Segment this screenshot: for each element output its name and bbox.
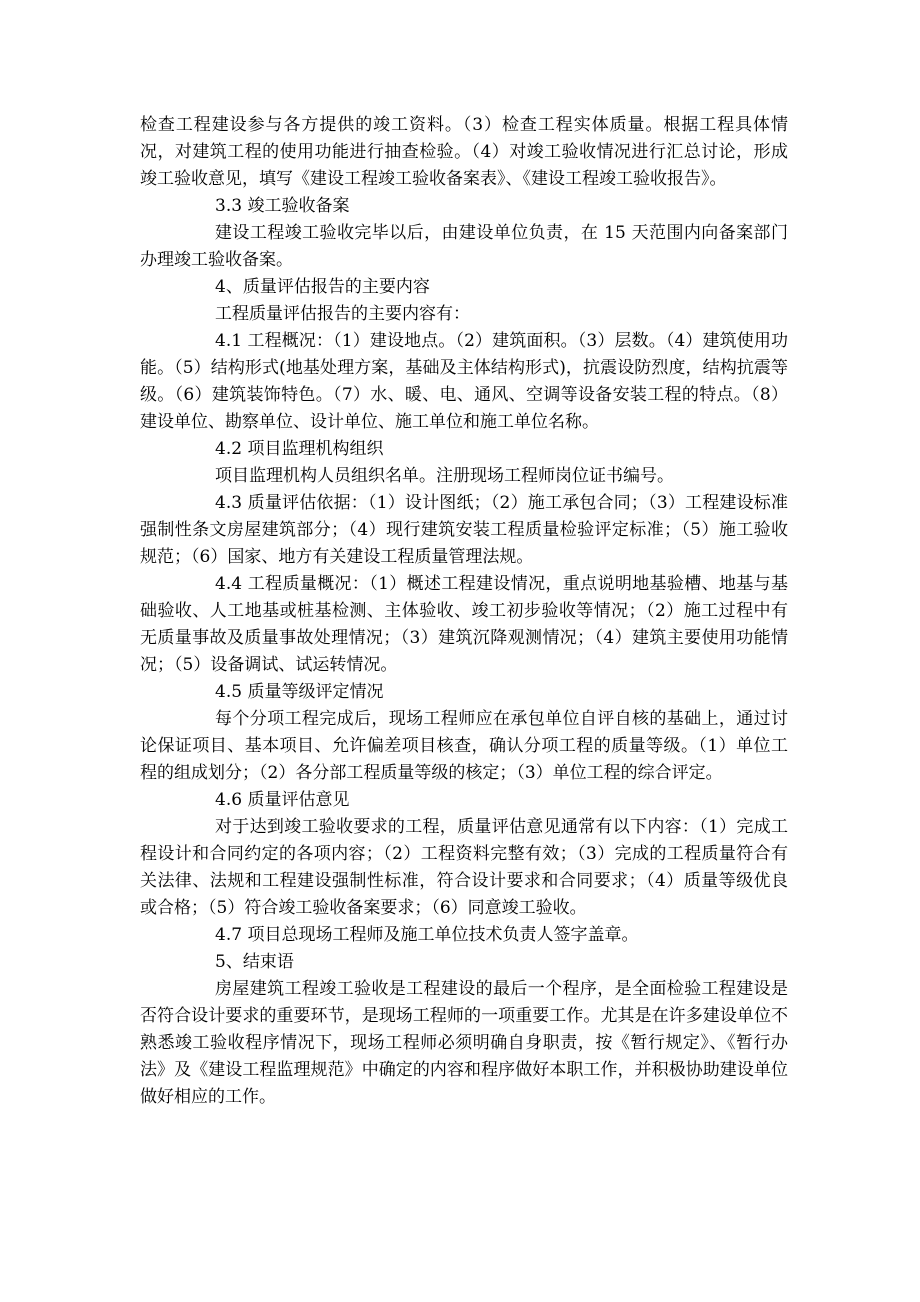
paragraph: 每个分项工程完成后，现场工程师应在承包单位自评自核的基础上，通过讨论保证项目、基本项目、允许偏差项目核查，确认分项工程的质量等级。（1）单位工程的组成划分；（2）各分部工程质量等级的核定；（3）单位工程的综合评定。 xyxy=(140,709,788,783)
document-body xyxy=(140,112,788,1111)
paragraph-conclusion: 房屋建筑工程竣工验收是工程建设的最后一个程序，是全面检验工程建设是否符合设计要求的重要环节，是现场工程师的一项重要工作。尤其是在许多建设单位不熟悉竣工验收程序情况下，现场工程师必须明确自身职责，按《暂行规定》、《暂行办法》及《建设工程监理规范》中确定的内容和程序做好本职工作，并积极协助建设单位做好相应的工作。 xyxy=(140,979,788,1107)
paragraph-continuation: 检查工程建设参与各方提供的竣工资料。（3）检查工程实体质量。根据工程具体情况，对建筑工程的使用功能进行抽查检验。（4）对竣工验收情况进行汇总讨论，形成竣工验收意见，填写《建设工程竣工验收备案表》、《建设工程竣工验收报告》。 xyxy=(140,115,788,189)
section-heading-4: 4、质量评估报告的主要内容 xyxy=(215,277,430,297)
paragraph: 建设工程竣工验收完毕以后，由建设单位负责，在 15 天范围内向备案部门办理竣工验收备案。 xyxy=(140,223,788,270)
paragraph-4-4: 4.4 工程质量概况：（1）概述工程建设情况，重点说明地基验槽、地基与基础验收、人工地基或桩基检测、主体验收、竣工初步验收等情况；（2）施工过程中有无质量事故及质量事故处理情况；（3）建筑沉降观测情况；（4）建筑主要使用功能情况；（5）设备调试、试运转情况。 xyxy=(140,574,788,675)
section-heading-4-5: 4.5 质量等级评定情况 xyxy=(215,682,384,702)
paragraph: 对于达到竣工验收要求的工程，质量评估意见通常有以下内容：（1）完成工程设计和合同约定的各项内容；（2）工程资料完整有效；（3）完成的工程质量符合有关法律、法规和工程建设强制性标准，符合设计要求和合同要求；（4）质量等级优良或合格；（5）符合竣工验收备案要求；（6）同意竣工验收。 xyxy=(140,817,788,918)
section-heading-4-2: 4.2 项目监理机构组织 xyxy=(215,439,384,459)
paragraph-4-7: 4.7 项目总现场工程师及施工单位技术负责人签字盖章。 xyxy=(215,925,639,945)
paragraph: 工程质量评估报告的主要内容有： xyxy=(215,304,470,324)
paragraph-4-1: 4.1 工程概况：（1）建设地点。（2）建筑面积。（3）层数。（4）建筑使用功能。（5）结构形式(地基处理方案，基础及主体结构形式)，抗震设防烈度，结构抗震等级。（6）建筑装饰特色。（7）水、暖、电、通风、空调等设备安装工程的特点。（8）建设单位、勘察单位、设计单位、施工单位和施工单位名称。 xyxy=(140,331,788,432)
section-heading-4-6: 4.6 质量评估意见 xyxy=(215,790,350,810)
section-heading-3-3: 3.3 竣工验收备案 xyxy=(215,196,350,216)
paragraph: 项目监理机构人员组织名单。注册现场工程师岗位证书编号。 xyxy=(215,466,674,486)
paragraph-4-3: 4.3 质量评估依据：（1）设计图纸；（2）施工承包合同；（3）工程建设标准强制性条文房屋建筑部分；（4）现行建筑安装工程质量检验评定标准；（5）施工验收规范；（6）国家、地方有关建设工程质量管理法规。 xyxy=(140,493,788,567)
section-heading-5: 5、结束语 xyxy=(215,952,294,972)
